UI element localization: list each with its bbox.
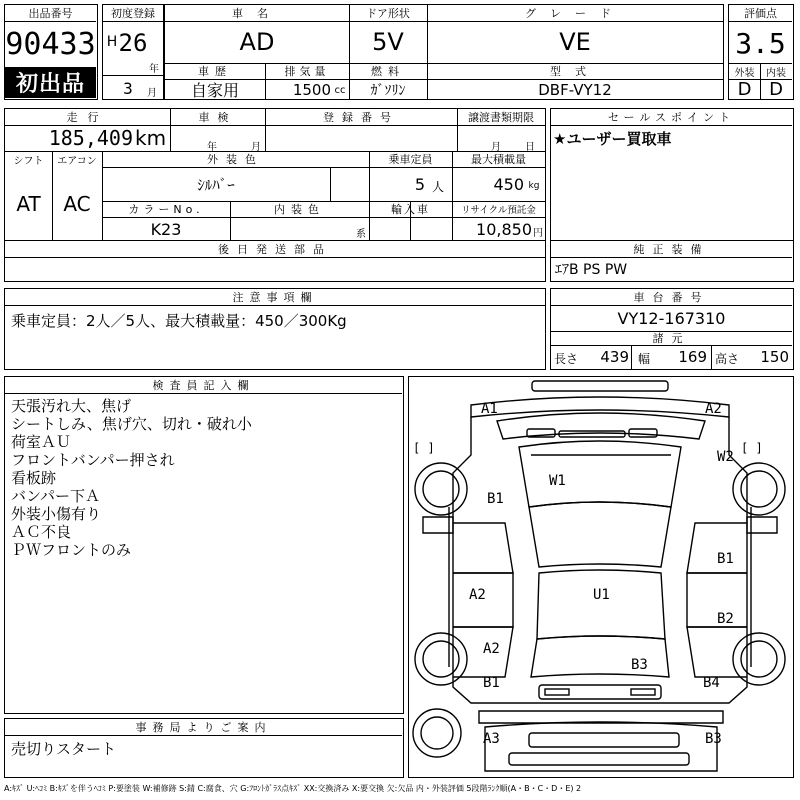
height-value: 150 [760, 348, 789, 366]
damage-label-b1-right: B1 [717, 551, 734, 567]
recycle-value: 10,850 [476, 219, 532, 239]
damage-label-a2-left2: A2 [483, 641, 500, 657]
exterior-rating: D [737, 80, 752, 99]
equipment-box [550, 240, 794, 282]
interior-color-header: 内装色 [274, 203, 325, 216]
damage-label-a2-top: A2 [705, 401, 722, 417]
office-box [4, 718, 404, 778]
lot-box [4, 4, 98, 100]
damage-label-b3-bottom: B3 [705, 731, 722, 747]
inspector-line: フロントバンパー押され [11, 451, 175, 469]
month-unit: 月 [147, 87, 157, 97]
main-spec-box [164, 4, 724, 100]
inspector-header: 検査員記入欄 [152, 379, 255, 392]
equipment-value: ｴｱB PS PW [555, 262, 628, 278]
first-reg-month: 3 [123, 78, 133, 98]
legend-text: A:ｷｽﾞ U:ﾍｺﾐ B:ｷｽﾞを伴うﾍｺﾐ P:要塗装 W:補修跡 S:錆 C:腐食、穴 G:ﾌﾛﾝﾄｶﾞﾗｽ点ｷｽﾞ XX:交換済み X:要交換 欠:欠品 内・外装評価 5段階ﾗﾝｸ順(A・B・C・D・E) 2 [4, 783, 582, 793]
damage-label-u1: U1 [593, 587, 610, 603]
inspector-line: シートしみ、焦げ穴、切れ・破れ小 [11, 415, 252, 433]
inspector-line: 看板跡 [11, 469, 57, 487]
color-no-header: カラーNo. [128, 203, 204, 216]
chassis-value: VY12-167310 [617, 308, 726, 328]
length-value: 439 [600, 348, 629, 366]
transfer-month-unit: 月 [491, 141, 501, 151]
inspector-line: 外装小傷有り [11, 505, 102, 523]
damage-label-a2-left: A2 [469, 587, 486, 603]
chassis-header: 車台番号 [633, 291, 710, 304]
car-name-header: 車名 [232, 7, 282, 20]
bracket-right: [ ] [741, 441, 763, 455]
history-value: 自家用 [190, 81, 239, 99]
import-header: 輸入車 [391, 203, 430, 216]
color-no-value: K23 [150, 219, 182, 239]
damage-label-a3: A3 [483, 731, 500, 747]
recycle-unit: 円 [533, 227, 543, 239]
displacement-unit: cc [334, 85, 346, 96]
damage-label-b2: B2 [717, 611, 734, 627]
inspector-line: 荷室ＡＵ [11, 433, 72, 451]
exterior-color-value: ｼﾙﾊﾞｰ [197, 175, 235, 194]
door-value: 5V [372, 28, 404, 56]
rating-header: 評価点 [744, 7, 777, 20]
shift-value: AT [16, 192, 41, 216]
interior-rating: D [769, 80, 783, 99]
aircon-value: AC [63, 192, 91, 216]
rating-value: 3.5 [735, 26, 786, 60]
car-outline-diagram [409, 377, 792, 776]
width-label: 幅 [637, 351, 650, 366]
later-parts-header: 後日発送部品 [218, 243, 332, 256]
notes-value: 乗車定員：2人／5人、最大積載量：450／300Kg [11, 311, 347, 330]
displacement-header: 排気量 [284, 65, 330, 78]
shift-header: シフト [13, 155, 44, 167]
door-header: ドア形状 [366, 7, 410, 20]
first-registration-box [102, 4, 164, 100]
transfer-day-unit: 日 [525, 141, 535, 151]
lot-number: 90433 [5, 26, 96, 62]
rating-box [728, 4, 794, 100]
width-value: 169 [678, 348, 707, 366]
inspection-year-unit: 年 [207, 141, 217, 151]
history-header: 車歴 [198, 65, 232, 78]
max-load-unit: kg [528, 181, 540, 191]
damage-label-w1: W1 [549, 473, 566, 489]
interior-rating-header: 内装 [766, 67, 786, 79]
car-name-value: AD [239, 28, 275, 56]
displacement-value: 1500 [292, 80, 331, 99]
office-header: 事務局よりご案内 [135, 721, 272, 734]
chassis-box [550, 288, 794, 370]
notes-box [4, 288, 546, 370]
exterior-rating-header: 外装 [734, 67, 755, 79]
sales-point-header: セールスポイント [607, 111, 735, 124]
bracket-left: [ ] [413, 441, 435, 455]
vehicle-detail-box [4, 108, 546, 242]
sales-point-value: ★ユーザー買取車 [553, 129, 672, 148]
grade-header: グレード [525, 7, 625, 20]
damage-label-b1-lower: B1 [483, 675, 500, 691]
equipment-header: 純正装備 [633, 243, 710, 256]
inspector-box [4, 376, 404, 714]
mileage-unit: km [135, 126, 167, 150]
mileage-header: 走行 [66, 111, 109, 124]
transfer-header: 譲渡書類期限 [468, 111, 534, 124]
aircon-header: エアコン [57, 155, 97, 167]
interior-color-unit: 系 [356, 228, 366, 239]
registration-header: 登録番号 [323, 111, 399, 124]
fuel-value: ｶﾞｿﾘﾝ [370, 82, 406, 99]
lot-header: 出品番号 [28, 7, 73, 20]
grade-value: VE [559, 28, 591, 56]
length-label: 長さ [553, 351, 578, 366]
era-label: H [106, 34, 118, 50]
damage-label-b1-left: B1 [487, 491, 504, 507]
capacity-header: 乗車定員 [388, 153, 433, 166]
notes-header: 注意事項欄 [232, 291, 318, 304]
model-value: DBF-VY12 [538, 80, 612, 99]
max-load-value: 450 [493, 174, 524, 194]
inspector-line: ＰＷフロントのみ [11, 541, 132, 559]
fuel-header: 燃料 [371, 65, 405, 78]
inspector-line: 天張汚れ大、焦げ [11, 397, 132, 415]
model-header: 型式 [550, 65, 600, 78]
capacity-unit: 人 [431, 179, 444, 194]
later-parts-box [4, 240, 546, 282]
inspector-line: バンパー下Ａ [11, 487, 100, 505]
first-registration-header: 初度登録 [111, 7, 155, 20]
damage-label-a1: A1 [481, 401, 498, 417]
exterior-color-header: 外装色 [207, 153, 264, 166]
damage-label-b3: B3 [631, 657, 648, 673]
max-load-header: 最大積載量 [471, 153, 526, 166]
inspection-header: 車検 [198, 111, 237, 124]
year-unit: 年 [149, 63, 159, 73]
inspection-month-unit: 月 [251, 141, 261, 151]
recycle-header: リサイクル預託金 [461, 205, 536, 216]
office-value: 売切りスタート [11, 739, 117, 758]
first-listing-badge: 初出品 [5, 67, 96, 98]
inspector-line: ＡＣ不良 [11, 523, 72, 541]
sales-point-box [550, 108, 794, 242]
specs-header: 諸元 [652, 332, 691, 345]
mileage-value: 185,409 [48, 126, 133, 150]
height-label: 高さ [714, 351, 739, 366]
damage-label-w2: W2 [717, 449, 734, 465]
capacity-value: 5 [414, 174, 425, 194]
first-reg-year: 26 [118, 29, 148, 57]
damage-diagram [408, 376, 794, 778]
damage-label-b4: B4 [703, 675, 720, 691]
